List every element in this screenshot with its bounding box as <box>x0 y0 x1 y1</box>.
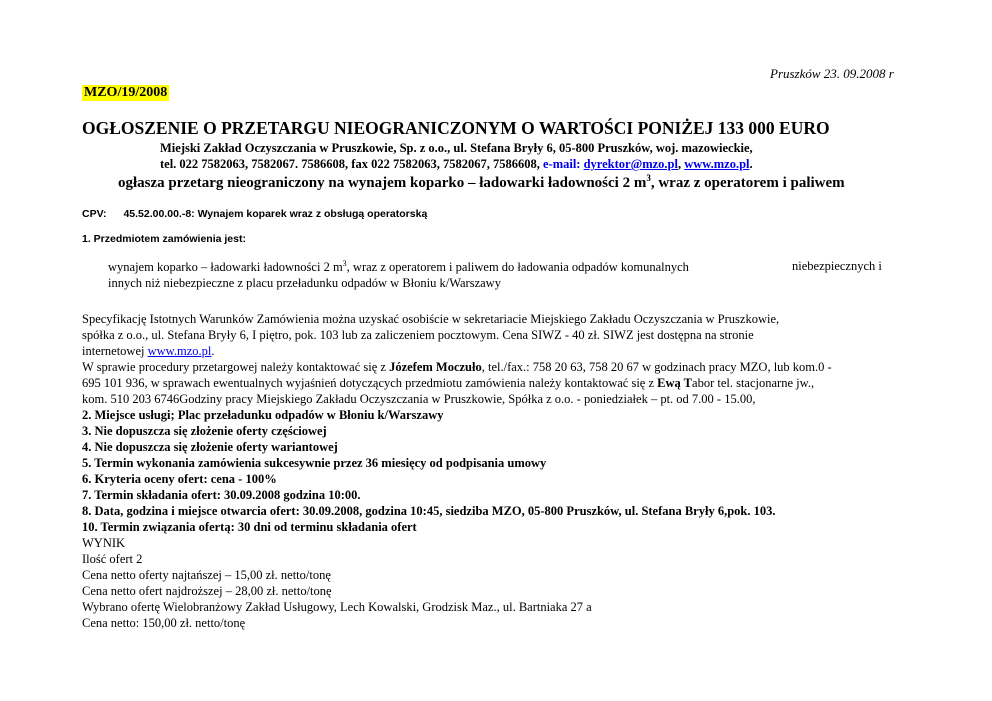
contact-line1 <box>82 360 832 375</box>
page-title: OGŁOSZENIE O PRZETARGU NIEOGRANICZONYM O WARTOŚCI PONIŻEJ 133 000 EURO <box>82 118 830 138</box>
org-contact-line <box>160 157 753 172</box>
cpv-value: 45.52.00.00.-8: Wynajem koparek wraz z obsługą operatorską <box>123 208 428 220</box>
spec-line2: spółka z o.o., ul. Stefana Bryły 6, I piętro, pok. 103 lub za zaliczeniem pocztowym. Cena SIWZ - 40 zł. SIWZ jest dostępna na stronie <box>82 328 754 342</box>
contact-text: W sprawie procedury przetargowej należy kontaktować się z <box>82 360 386 374</box>
spec-website-link[interactable]: www.mzo.pl <box>147 344 212 358</box>
result-offer-count: Ilość ofert 2 <box>82 552 143 566</box>
website-link[interactable]: www.mzo.pl <box>684 157 750 171</box>
result-selected-offer: Wybrano ofertę Wielobranżowy Zakład Usługowy, Lech Kowalski, Grodzisk Maz., ul. Bartniaka 27 a <box>82 600 592 614</box>
item-6: 6. Kryteria oceny ofert: cena - 100% <box>82 472 277 486</box>
section1-sup: 3 <box>342 259 347 268</box>
announcement <box>118 173 845 192</box>
result-net-price: Cena netto: 150,00 zł. netto/tonę <box>82 616 246 630</box>
item-2: 2. Miejsce usługi; Plac przeładunku odpadów w Błoniu k/Warszawy <box>82 408 444 422</box>
item-3: 3. Nie dopuszcza się złożenie oferty częściowej <box>82 424 327 438</box>
spec-line3 <box>82 344 215 359</box>
result-highest-price: Cena netto ofert najdroższej – 28,00 zł. netto/tonę <box>82 584 332 598</box>
contact-line3: kom. 510 203 6746Godziny pracy Miejskiego Zakładu Oczyszczania w Pruszkowie, Spółka z o.o. - poniedziałek – pt. od 7.00 - 15.00, <box>82 392 756 406</box>
email-link[interactable]: dyrektor@mzo.pl <box>583 157 678 171</box>
section1-text-line2: innych niż niebezpieczne z placu przeładunku odpadów w Błoniu k/Warszawy <box>108 276 501 290</box>
spec-line1: Specyfikację Istotnych Warunków Zamówienia można uzyskać osobiście w sekretariacie Miejskiego Zakładu Oczyszczania w Pruszkowie, <box>82 312 780 326</box>
contact-text-2: 695 101 936, w sprawach ewentualnych wyjaśnień dotyczących przedmiotu zamówienia należy kontaktować się z <box>82 376 655 390</box>
contact-line2 <box>82 376 814 391</box>
announcement-sup: 3 <box>646 173 651 183</box>
section1-text-line1 <box>108 259 689 275</box>
item-8: 8. Data, godzina i miejsce otwarcia ofert: 30.09.2008, godzina 10:45, siedziba MZO, 05-800 Pruszków, ul. Stefana Bryły 6,pok. 103. <box>82 504 776 518</box>
contact-text-tail: , tel./fax.: 758 20 63, 758 20 67 w godzinach pracy MZO, lub kom.0 - <box>481 360 832 374</box>
org-line-end: . <box>749 157 753 171</box>
section1-text-tail: , wraz z operatorem i paliwem do ładowania odpadów komunalnych <box>346 260 689 275</box>
org-address: Miejski Zakład Oczyszczania w Pruszkowie, Sp. z o.o., ul. Stefana Bryły 6, 05-800 Pruszków, woj. mazowieckie, <box>160 141 753 155</box>
announcement-text: ogłasza przetarg nieograniczony na wynajem koparko – ładowarki ładowności 2 m <box>118 175 647 191</box>
reference-number: MZO/19/2008 <box>84 85 168 100</box>
contact-person-1: Józefem Moczuło <box>389 360 482 374</box>
item-10: 10. Termin związania ofertą: 30 dni od terminu składania ofert <box>82 520 417 534</box>
announcement-tail: , wraz z operatorem i paliwem <box>650 175 845 191</box>
result-heading: WYNIK <box>82 536 126 550</box>
section1-text-right: niebezpiecznych i <box>792 259 882 273</box>
section1-heading: 1. Przedmiotem zamówienia jest: <box>82 233 246 245</box>
item-4: 4. Nie dopuszcza się złożenie oferty wariantowej <box>82 440 338 454</box>
contact-text-2-tail: abor tel. stacjonarne jw., <box>692 376 815 390</box>
email-label: e-mail: <box>542 157 581 171</box>
spec-line3-text: internetowej <box>82 344 145 358</box>
cpv-line <box>82 208 427 220</box>
section1-text: wynajem koparko – ładowarki ładowności 2 m <box>108 260 343 275</box>
item-5: 5. Termin wykonania zamówienia sukcesywnie przez 36 miesięcy od podpisania umowy <box>82 456 547 470</box>
org-phone-fax: tel. 022 7582063, 7582067. 7586608, fax 022 7582063, 7582067, 7586608, <box>160 157 540 171</box>
cpv-label: CPV: <box>82 208 107 220</box>
item-7: 7. Termin składania ofert: 30.09.2008 godzina 10:00. <box>82 488 361 502</box>
spec-line3-end: . <box>211 344 215 358</box>
document-date: Pruszków 23. 09.2008 r <box>770 66 894 81</box>
contact-person-2: Ewą T <box>657 376 693 390</box>
separator: , <box>677 157 682 171</box>
result-lowest-price: Cena netto oferty najtańszej – 15,00 zł. netto/tonę <box>82 568 331 582</box>
